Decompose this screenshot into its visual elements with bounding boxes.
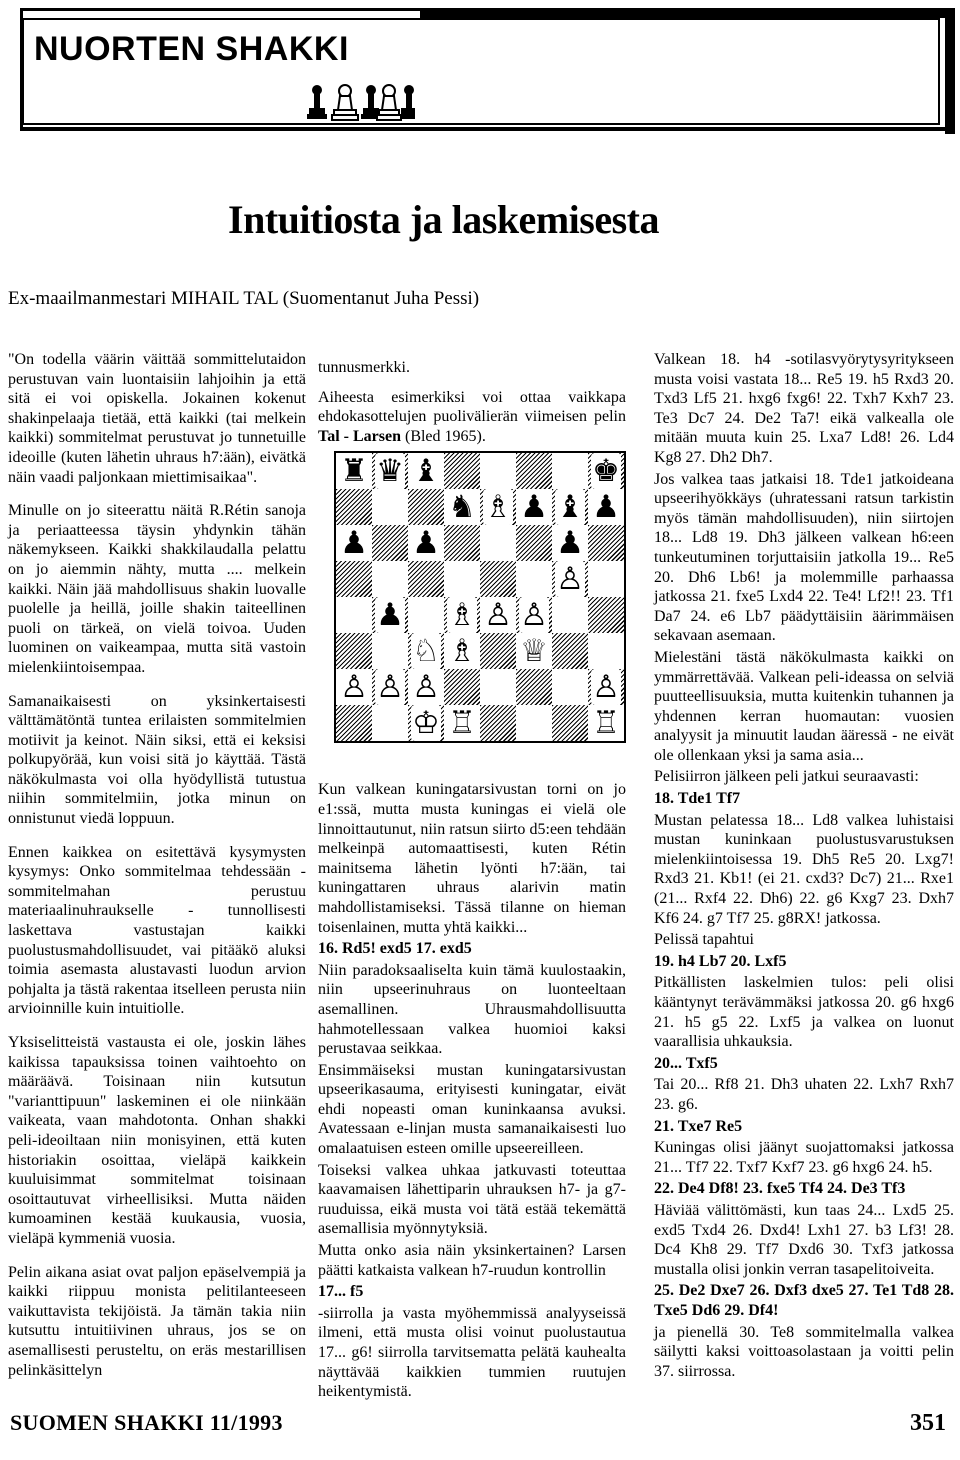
board-square — [552, 453, 588, 489]
board-square — [552, 705, 588, 741]
paragraph: Yksiselitteistä vastausta ei ole, joskin lähes kaikissa tapauksissa toinen vaihtoehto on määräävä. Toisinaan niin kutsutun "varianttipuun" laskeminen ei ole niinkään vaikeata, vaan mahdotonta. Onhan shakki peli-ideoiltaan niin monisyinen, että kuten historiakin osoittaa, vieläpä kaikkein kuuluisimmat sommitelmat toisinaan osoittautuvat virheellisiksi. Mutta näiden kumoaminen kestää kuukausia, vuosia, vieläpä kymmeniä vuosia. — [8, 1034, 306, 1247]
chess-piece-glyph: ♝ — [556, 489, 584, 525]
paragraph: Pitkällisten laskelmien tulos: peli olisi kääntynyt terävämmäksi jatkossa 20. g6 hxg6 21. h5 g5 22. Lxf5 ja valkea on luonut vaarallisia uhkauksia. — [654, 974, 954, 1051]
game-info: (Bled 1965). — [404, 427, 486, 445]
chess-piece-glyph: ♔ — [412, 705, 440, 741]
chess-piece-glyph: ♟ — [556, 525, 584, 561]
chess-piece-icon — [336, 525, 372, 561]
header-box — [0, 0, 960, 136]
paragraph: Pelissä tapahtui — [654, 931, 754, 949]
chess-piece-icon — [516, 633, 552, 669]
header-top-bar — [420, 8, 955, 18]
game-moves: 19. h4 Lb7 20. Lxf5 — [654, 952, 787, 970]
chess-piece-glyph: ♙ — [376, 669, 404, 705]
article-title: Intuitiosta ja laskemisesta — [228, 197, 659, 242]
paragraph: Mustan pelatessa 18... Ld8 valkea luhistaisi mustan kuninkaan puolustusvarustuksen mielenkiintoisessa 19. Dh5 Re5 20. Lxg7! Rxd3 21. Kb1! (ei 21. cxd3? Dc7) 21... Rxe1 (21... Rxf4 22. Dh6) 22. g6 Kxg7 23. Dxh7 Kf6 24. g7 Tf7 25. g8RX! jatkossa. — [654, 811, 954, 927]
chess-piece-glyph: ♟ — [376, 597, 404, 633]
chess-piece-icon — [372, 597, 408, 633]
board-square — [588, 597, 624, 633]
board-square — [516, 525, 552, 561]
board-square — [552, 597, 588, 633]
chess-piece-glyph: ♟ — [412, 525, 440, 561]
chess-piece-icon — [372, 669, 408, 705]
board-square — [336, 633, 372, 669]
chess-piece-glyph: ♕ — [520, 633, 548, 669]
chess-piece-icon — [552, 489, 588, 525]
game-moves: 18. Tde1 Tf7 — [654, 790, 741, 808]
board-square — [336, 489, 372, 525]
chess-piece-glyph: ♚ — [592, 453, 620, 489]
chess-piece-icon — [588, 453, 624, 489]
game-moves: 20... Txf5 — [654, 1054, 718, 1072]
chess-piece-glyph: ♙ — [556, 561, 584, 597]
board-square — [480, 525, 516, 561]
board-square — [336, 705, 372, 741]
chess-piece-icon — [588, 669, 624, 705]
chess-piece-glyph: ♟ — [340, 525, 368, 561]
paragraph: -siirrolla ja vasta myöhemmissä analyyseissä ilmeni, että musta olisi voinut puolustautua 17... g6! siirrolla tarvitsematta pelätä kauhealta näyttävää kaikkien tummien ruutujen heikentymistä. — [318, 1304, 626, 1401]
board-square — [444, 453, 480, 489]
game-players: Tal - Larsen — [318, 427, 401, 445]
board-square — [516, 669, 552, 705]
chess-piece-glyph: ♟ — [592, 489, 620, 525]
paragraph: Minulle on jo siteerattu näitä R.Rétin sanoja ja periaatteessa täysin yhdynkin tähän näkemykseen. Kaikki shakkilaudalla pelattu on jo aiemmin nähty, mutta .... melkein kaikki. Näin jää mahdollisuus shakin luovalle puolelle ja heillä, joille shakin taiteellinen puoli on tärkeä, on vielä toivoa. Uuden luominen on vaikeampaa, mutta sitä vastoin mielenkiintoisempaa. — [8, 502, 306, 676]
board-square — [372, 705, 408, 741]
chess-piece-icon — [408, 633, 444, 669]
paragraph: Jos valkea taas jatkaisi 18. Tde1 jatkoideana upseerihyökkäys (uhratessani ratsun tarkistin myös tämän mahdollisuuden), niin siirtojen 18... Ld8 19. Dh3 jälkeen valkean h6:een tunkeutuminen torjuttaisiin jatkolla 19... Re5 20. Dh6 Lb6! ja molemmille parhaassa jatkossa 21. fxe5 Lxd4 22. Te4! Lf2!! 23. Tf1 Da7 24. e6 Lb7 päädyttäisiin äärimmäisen sekavaan asemaan. — [654, 470, 954, 645]
board-square — [588, 525, 624, 561]
paragraph: Mutta onko asia näin yksinkertainen? Larsen päätti katkaista valkean h7-ruudun kontrollin — [318, 1242, 626, 1279]
section-brand: NUORTEN SHAKKI — [34, 30, 349, 68]
chess-piece-icon — [444, 705, 480, 741]
chess-piece-glyph: ♙ — [340, 669, 368, 705]
board-square — [516, 561, 552, 597]
chess-piece-glyph: ♗ — [484, 489, 512, 525]
paragraph: Häviää välittömästi, kun taas 24... Lxd5 25. exd5 Txd4 26. Dxd4! Lxh1 27. b3 Lf3! 28. Dc4 Kh8 29. Tf7 Dxd6 30. Txf3 jatkossa mustalla olisi jonkin verran tasapelitoiveita. — [654, 1201, 954, 1278]
board-square — [480, 705, 516, 741]
board-square — [588, 561, 624, 597]
chess-piece-icon — [408, 525, 444, 561]
chess-piece-glyph: ♙ — [520, 597, 548, 633]
footer-magazine: SUOMEN SHAKKI 11/1993 — [10, 1410, 283, 1435]
header-right-bar — [945, 8, 955, 134]
paragraph: Kuningas olisi jäänyt suojattomaksi jatkossa 21... Tf7 22. Txf7 Kxf7 23. g6 hxg6 24. h5. — [654, 1139, 954, 1176]
board-square — [408, 489, 444, 525]
paragraph: Samanaikaisesti on yksinkertaisesti välttämätöntä tuntea erilaisten sommitelmien motiivit ja keinot. Näin siksi, että ei keksisi polkupyörää, kun voisi sitä jo käyttää. Tästä näkökulmasta voi olla hyödyllistä tutustua niihin sommitelmiin, jotka minun on onnistunut viedä loppuun. — [8, 692, 306, 828]
chess-piece-glyph: ♟ — [520, 489, 548, 525]
board-square — [372, 633, 408, 669]
game-moves: 25. De2 Dxe7 26. Dxf3 dxe5 27. Te1 Td8 28. Txe5 Dd6 29. Df4! — [654, 1282, 954, 1319]
chess-piece-icon — [516, 597, 552, 633]
board-square — [480, 453, 516, 489]
chess-piece-glyph: ♛ — [376, 453, 404, 489]
column-2-after-board — [318, 780, 626, 1401]
chess-piece-icon — [336, 453, 372, 489]
chess-piece-icon — [444, 597, 480, 633]
chess-piece-glyph: ♖ — [592, 705, 620, 741]
board-square — [372, 525, 408, 561]
board-square — [444, 561, 480, 597]
chess-piece-icon — [588, 489, 624, 525]
chess-piece-glyph: ♖ — [448, 705, 476, 741]
paragraph: ja pienellä 30. Te8 sommitelmalla valkea säilytti kaksi voittoasolastaan ja voitti pelin 37. siirrossa. — [654, 1323, 954, 1380]
chess-piece-icon — [444, 633, 480, 669]
chess-board-diagram — [334, 451, 626, 743]
board-square — [480, 633, 516, 669]
paragraph: "On todella väärin väittää sommittelutaidon perustuvan vain luontaisiin lahjoihin ja että sitä ei voi opiskella. Jokainen kokenut shakinpelaaja tietää, että kaikki (tai melkein kaikki) sommitelmat perustuvat jo tunnetuille ideoille (kuten lähetin uhraus h7:ään), eivätkä näin vaadi paljonkaan miettimisaikaa". — [8, 351, 306, 486]
board-square — [480, 561, 516, 597]
chess-piece-icon — [408, 705, 444, 741]
board-square — [552, 633, 588, 669]
column-3 — [654, 350, 954, 1383]
chess-piece-glyph: ♘ — [412, 633, 440, 669]
board-square — [408, 561, 444, 597]
board-square — [552, 669, 588, 705]
paragraph: Toiseksi valkea uhkaa jatkuvasti toteuttaa kaavamaisen lähettiparin uhrauksen h7- ja g7-ruuduissa, eikä musta voi tätä estää tekemättä asemallisia myönnytyksiä. — [318, 1161, 626, 1238]
chess-piece-icon — [480, 597, 516, 633]
chess-piece-icon — [552, 525, 588, 561]
paragraph — [318, 388, 626, 447]
board-square — [516, 705, 552, 741]
chess-piece-glyph: ♗ — [448, 633, 476, 669]
board-square — [480, 669, 516, 705]
game-moves: 22. De4 Df8! 23. fxe5 Tf4 24. De3 Tf3 — [654, 1180, 906, 1198]
chess-piece-glyph: ♝ — [412, 453, 440, 489]
game-moves: 16. Rd5! exd5 17. exd5 — [318, 940, 472, 958]
chess-pieces-logo-icon — [305, 82, 415, 122]
board-square — [408, 597, 444, 633]
chess-piece-glyph: ♙ — [484, 597, 512, 633]
chess-piece-icon — [408, 669, 444, 705]
paragraph: Niin paradoksaaliselta kuin tämä kuulostaakin, niin upseerinuhraus on luonteeltaan asemallinen. Uhrausmahdollisuutta hahmotellessaan valkea huomioi kaksi perustavaa seikkaa. — [318, 961, 626, 1058]
paragraph: Ensimmäiseksi mustan kuningatarsivustan upseerikasauma, erityisesti kuningatar, eivät ehdi nopeasti oman kuninkaansa avuksi. Avatessaan e-linjan musta samanaikaisesti luo omalaatuisen esteen omille upseereilleen. — [318, 1061, 626, 1158]
chess-piece-glyph: ♞ — [448, 489, 476, 525]
game-moves: 21. Txe7 Re5 — [654, 1117, 743, 1135]
paragraph: Valkean 18. h4 -sotilasvyörytysyritykseen musta voisi vastata 18... Re5 19. h5 Rxd3 20. Txd3 Lf5 21. hxg6 fxg6! 22. Txh7 Kxh7 23. Te3 Dc7 24. De2 Ta7! eikä valkealla ole mitään muuta kuin 25. Lxa7 Ld8! 26. Ld4 Kg8 27. Dh2 Dh7. — [654, 351, 954, 466]
chess-piece-icon — [372, 453, 408, 489]
board-square — [336, 597, 372, 633]
chess-piece-glyph: ♙ — [592, 669, 620, 705]
game-moves: 17... f5 — [318, 1283, 364, 1301]
chess-piece-icon — [480, 489, 516, 525]
paragraph: tunnusmerkki. — [318, 359, 410, 376]
paragraph: Mielestäni tästä näkökulmasta kaikki on ymmärrettävää. Valkean peli-ideassa on selviä puutteellisuuksia, mutta kuitenkin tuhannen ja yhdennen kerran huomautan: vuosien analyysit ja minuutit laudan ääressä - ne eivät ole ollenkaan yksi ja sama asia... — [654, 648, 954, 764]
article-byline: Ex-maailmanmestari MIHAIL TAL (Suomentanut Juha Pessi) — [8, 288, 480, 309]
paragraph: Ennen kaikkea on esitettävä kysymysten kysymys: Onko sommitelmaa tehdessään - sommitelmahan perustuu materiaalinuhraukselle - tunnollisesti laskettava vastustajan kaikki puolustusmahdollisuudet, vai pitääkö aluksi toimia asemasta alustavasti luodun arvion pohjalta ja tästä rakentaa itselleen perusta niin arvioinnille kuin intuitiolle. — [8, 843, 306, 1018]
chess-piece-glyph: ♗ — [448, 597, 476, 633]
chess-piece-glyph: ♙ — [412, 669, 440, 705]
board-square — [588, 633, 624, 669]
paragraph: Pelin aikana asiat ovat paljon epäselvempiä ja kaikki riippuu monista pelitilanteeseen vaikuttavista tekijöistä. Ja tämän takia niin kutsuttu intuitiivinen uhraus, jos se on asemallisesti perusteltu, on eräs mestarillisen pelinkäsittelyn — [8, 1263, 306, 1379]
board-square — [372, 561, 408, 597]
paragraph: Pelisiirron jälkeen peli jatkui seuraavasti: — [654, 768, 919, 786]
board-square — [516, 453, 552, 489]
board-square — [444, 525, 480, 561]
chess-piece-glyph: ♜ — [340, 453, 368, 489]
board-square — [372, 489, 408, 525]
board-square — [336, 561, 372, 597]
page-number: 351 — [910, 1410, 946, 1436]
header-bottom-line — [20, 127, 950, 131]
paragraph: Kun valkean kuningatarsivustan torni on jo e1:ssä, mutta musta kuningas ei vielä ole linnoittautunut, niin ratsun siirto d5:een tehdään melkeinpä automaattisesti, kuten Rétin mainitsema lähetin lyönti h7:ään, tai kuningattaren uhraus alarivin matin mahdollistamiseksi. Tässä tilanne on hieman toisenlainen, mutta yhtä kaikki... — [318, 781, 626, 936]
chess-piece-icon — [408, 453, 444, 489]
column-1 — [8, 350, 306, 1394]
paragraph: Tai 20... Rf8 21. Dh3 uhaten 22. Lxh7 Rxh7 23. g6. — [654, 1076, 954, 1113]
chess-piece-icon — [588, 705, 624, 741]
board-square — [444, 669, 480, 705]
paragraph-text: Aiheesta esimerkiksi voi ottaa vaikkapa ehdokasottelujen puolivälierän viimeisen pelin — [318, 388, 626, 426]
chess-piece-icon — [516, 489, 552, 525]
chess-piece-icon — [336, 669, 372, 705]
chess-piece-icon — [444, 489, 480, 525]
chess-piece-icon — [552, 561, 588, 597]
